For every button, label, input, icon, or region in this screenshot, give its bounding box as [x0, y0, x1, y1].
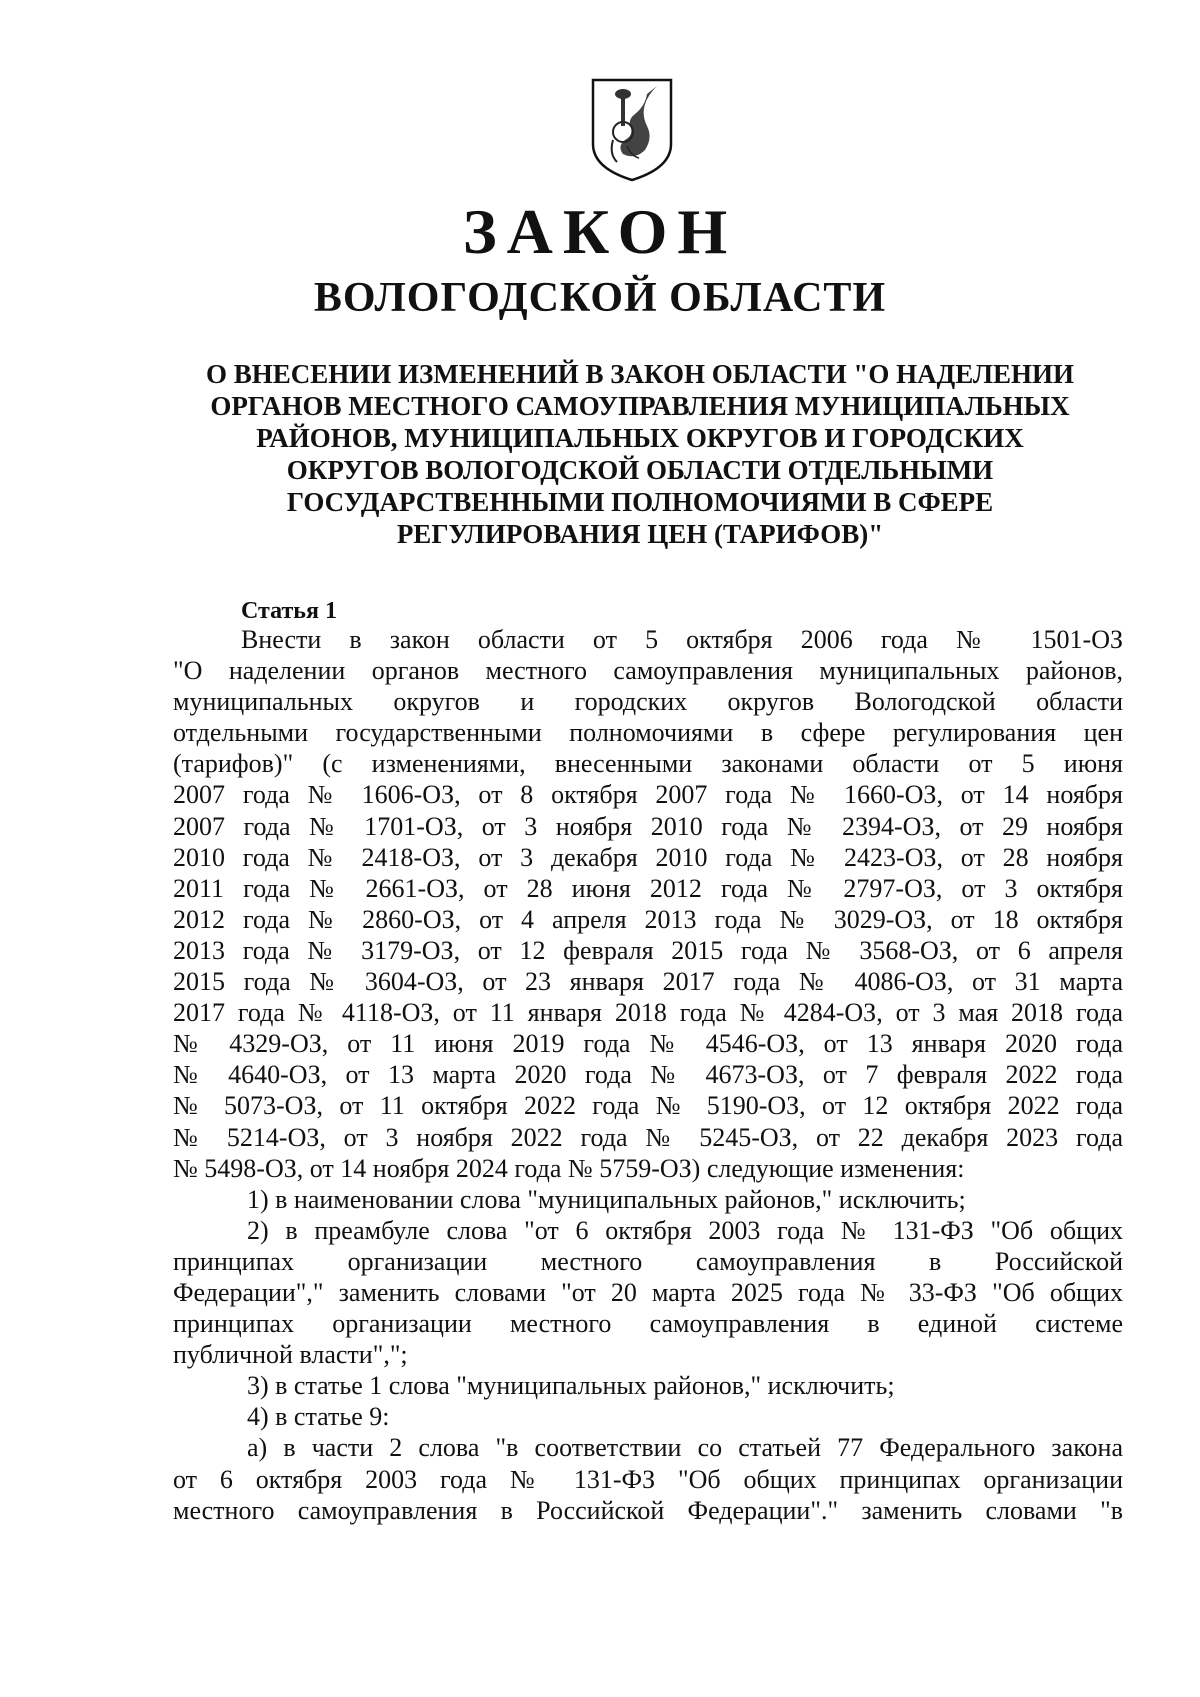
body-line: Федерации"," заменить словами "от 20 марта 2025 года № 33-ФЗ "Об общих — [173, 1277, 1123, 1307]
body-line: "О наделении органов местного самоуправления муниципальных районов, — [173, 656, 1123, 686]
law-heading — [160, 358, 1120, 550]
list-item: 2) в преамбуле слова "от 6 октября 2003 года № 131-ФЗ "Об общих — [247, 1215, 1123, 1245]
body-line: 2012 года № 2860-ОЗ, от 4 апреля 2013 года № 3029-ОЗ, от 18 октября — [173, 904, 1123, 934]
body-line: № 4329-ОЗ, от 11 июня 2019 года № 4546-ОЗ, от 13 января 2020 года — [173, 1029, 1123, 1059]
body-line: 2013 года № 3179-ОЗ, от 12 февраля 2015 года № 3568-ОЗ, от 6 апреля — [173, 935, 1123, 965]
heading-line: О ВНЕСЕНИИ ИЗМЕНЕНИЙ В ЗАКОН ОБЛАСТИ "О НАДЕЛЕНИИ — [205, 359, 1075, 389]
body-line: муниципальных округов и городских округов Вологодской области — [173, 687, 1123, 717]
body-line: № 5073-ОЗ, от 11 октября 2022 года № 5190-ОЗ, от 12 октября 2022 года — [173, 1091, 1123, 1121]
body-line: 2007 года № 1606-ОЗ, от 8 октября 2007 года № 1660-ОЗ, от 14 ноября — [173, 780, 1123, 810]
body-line: 2015 года № 3604-ОЗ, от 23 января 2017 года № 4086-ОЗ, от 31 марта — [173, 967, 1123, 997]
body-line: № 5498-ОЗ, от 14 ноября 2024 года № 5759-ОЗ) следующие изменения: — [173, 1153, 965, 1183]
list-item: 1) в наименовании слова "муниципальных районов," исключить; — [247, 1184, 966, 1214]
body-line: отдельными государственными полномочиями в сфере регулирования цен — [173, 718, 1123, 748]
body-line: № 5214-ОЗ, от 3 ноября 2022 года № 5245-ОЗ, от 22 декабря 2023 года — [173, 1122, 1123, 1152]
vologda-coat-of-arms-icon — [587, 76, 677, 184]
body-line: (тарифов)" (с изменениями, внесенными законами области от 5 июня — [173, 749, 1123, 779]
body-line: от 6 октября 2003 года № 131-ФЗ "Об общих принципах организации — [173, 1464, 1123, 1494]
article-title: Статья 1 — [241, 598, 337, 624]
body-line: Внести в закон области от 5 октября 2006 года № 1501-ОЗ — [241, 625, 1123, 654]
body-line: публичной власти","; — [173, 1340, 408, 1370]
list-item: 3) в статье 1 слова "муниципальных районов," исключить; — [247, 1371, 895, 1401]
body-line: 2017 года № 4118-ОЗ, от 11 января 2018 года № 4284-ОЗ, от 3 мая 2018 года — [173, 998, 1123, 1028]
body-line: местного самоуправления в Российской Федерации"." заменить словами "в — [173, 1495, 1123, 1525]
body-line: принципах организации местного самоуправления в единой системе — [173, 1309, 1123, 1339]
heading-line: РАЙОНОВ, МУНИЦИПАЛЬНЫХ ОКРУГОВ И ГОРОДСКИХ — [256, 423, 1024, 453]
body-line: 2011 года № 2661-ОЗ, от 28 июня 2012 года № 2797-ОЗ, от 3 октября — [173, 873, 1123, 903]
body-line: 2010 года № 2418-ОЗ, от 3 декабря 2010 года № 2423-ОЗ, от 28 ноября — [173, 842, 1123, 872]
article-body — [173, 624, 1123, 1526]
body-line: № 4640-ОЗ, от 13 марта 2020 года № 4673-ОЗ, от 7 февраля 2022 года — [173, 1060, 1123, 1090]
document-title: ЗАКОН — [462, 196, 738, 267]
heading-line: ГОСУДАРСТВЕННЫМИ ПОЛНОМОЧИЯМИ В СФЕРЕ — [286, 487, 994, 517]
heading-line: РЕГУЛИРОВАНИЯ ЦЕН (ТАРИФОВ)" — [396, 519, 884, 549]
document-subtitle: ВОЛОГОДСКОЙ ОБЛАСТИ — [313, 275, 887, 321]
heading-line: ОРГАНОВ МЕСТНОГО САМОУПРАВЛЕНИЯ МУНИЦИПАЛЬНЫХ — [210, 391, 1070, 421]
list-item: 4) в статье 9: — [247, 1402, 390, 1432]
body-line: принципах организации местного самоуправления в Российской — [173, 1246, 1123, 1276]
body-line: 2007 года № 1701-ОЗ, от 3 ноября 2010 года № 2394-ОЗ, от 29 ноября — [173, 811, 1123, 841]
heading-line: ОКРУГОВ ВОЛОГОДСКОЙ ОБЛАСТИ ОТДЕЛЬНЫМИ — [286, 455, 994, 485]
list-item: а) в части 2 слова "в соответствии со статьей 77 Федерального закона — [247, 1433, 1123, 1463]
